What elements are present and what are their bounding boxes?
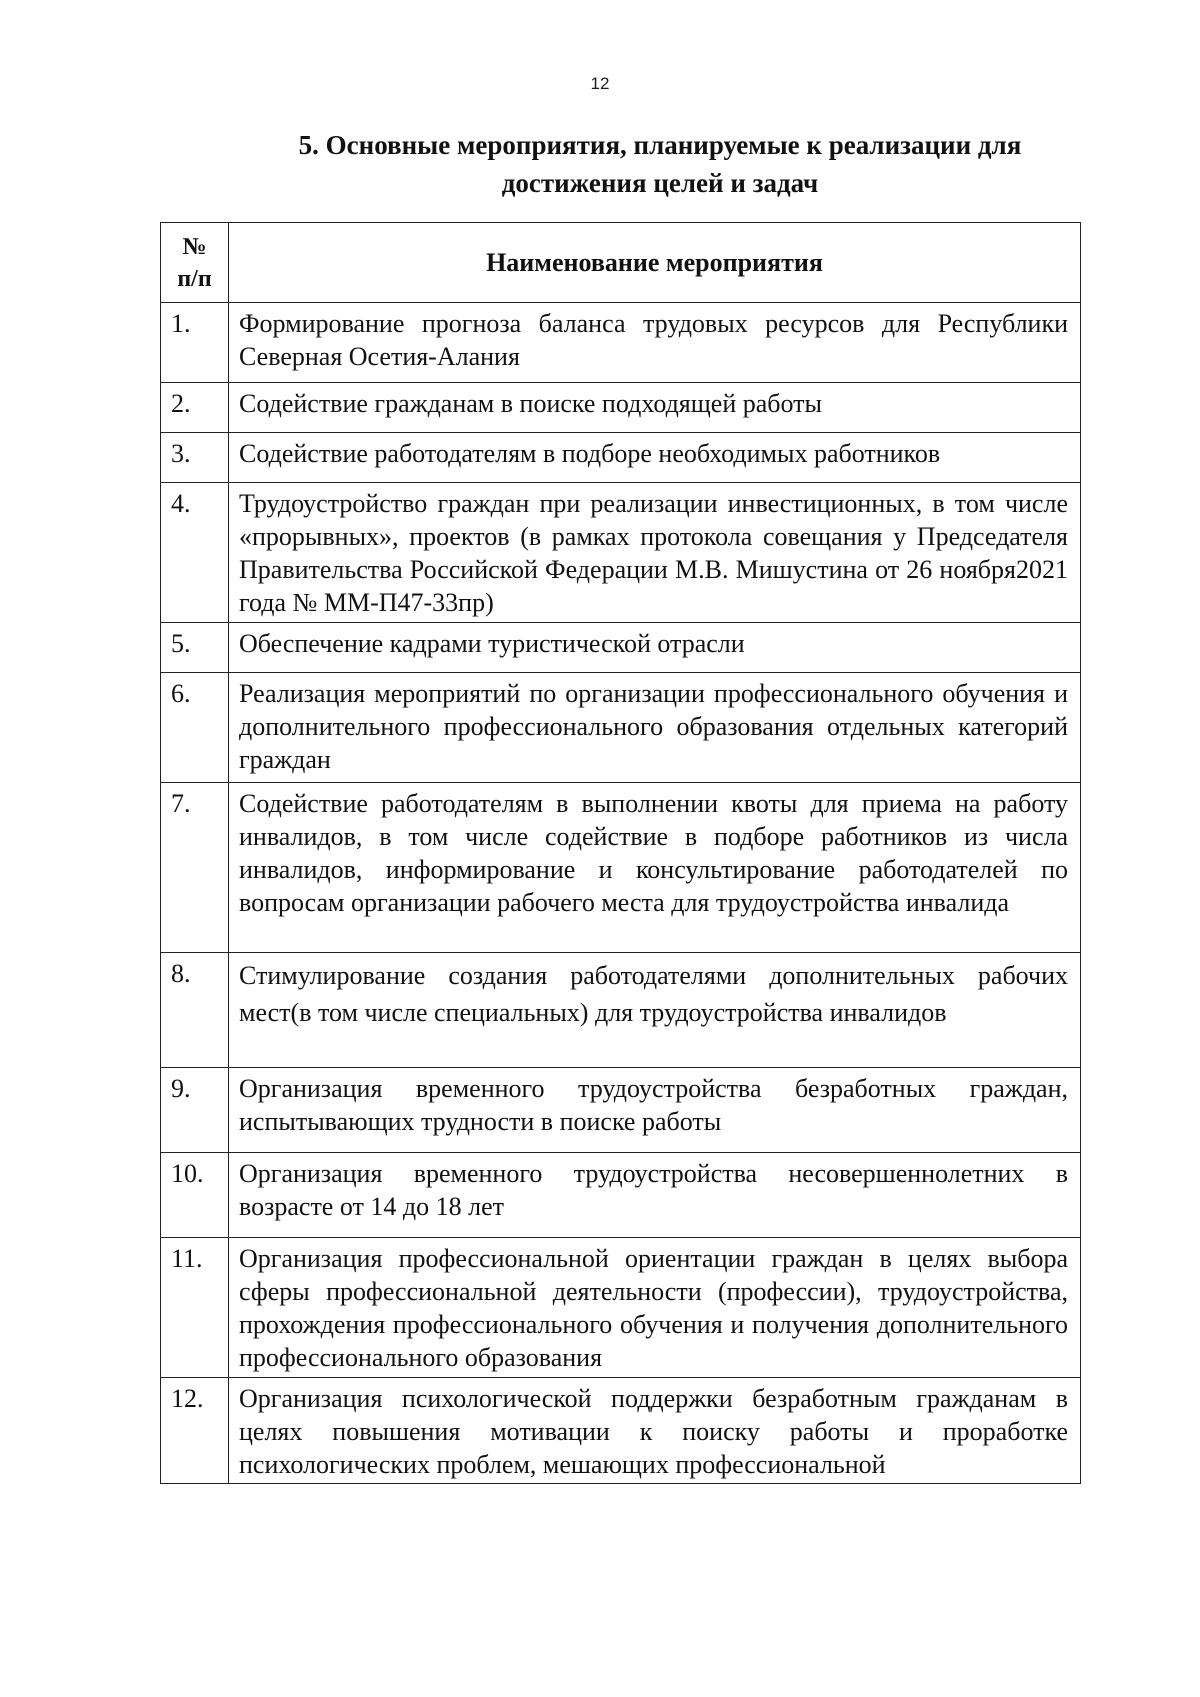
table-row	[161, 953, 1081, 1068]
row-number: 11.	[161, 1238, 229, 1378]
section-title-line-1: 5. Основные мероприятия, планируемые к реализации для	[298, 130, 1022, 160]
header-number-abbrev: п/п	[177, 265, 212, 292]
row-measure-name: Содействие работодателям в подборе необходимых работников	[229, 433, 1081, 483]
row-number: 4.	[161, 483, 229, 623]
row-number: 2.	[161, 383, 229, 433]
row-number: 1.	[161, 303, 229, 383]
section-title-line-2: достижения целей и задач	[501, 168, 819, 198]
row-number: 8.	[161, 953, 229, 1068]
table-row	[161, 1238, 1081, 1378]
measures-table	[160, 222, 1081, 1484]
table-row	[161, 1153, 1081, 1238]
row-number: 5.	[161, 623, 229, 673]
row-measure-name: Стимулирование создания работодателями дополнительных рабочих мест(в том числе специальных) для трудоустройства инвалидов	[229, 953, 1081, 1068]
table-header-row	[161, 223, 1081, 303]
row-measure-name: Организация временного трудоустройства несовершеннолетних в возрасте от 14 до 18 лет	[229, 1153, 1081, 1238]
table-row	[161, 383, 1081, 433]
table-row	[161, 1378, 1081, 1484]
row-number: 3.	[161, 433, 229, 483]
page-number: 12	[590, 74, 610, 93]
row-number: 9.	[161, 1068, 229, 1153]
row-number: 6.	[161, 673, 229, 783]
row-measure-name: Содействие гражданам в поиске подходящей работы	[229, 383, 1081, 433]
row-measure-name: Организация временного трудоустройства безработных граждан, испытывающих трудности в поиске работы	[229, 1068, 1081, 1153]
section-title	[210, 126, 1110, 202]
row-measure-name: Организация психологической поддержки безработным гражданам в целях повышения мотивации к поиску работы и проработке психологических проблем, мешающих профессиональной	[229, 1378, 1081, 1484]
table-row	[161, 673, 1081, 783]
row-number: 7.	[161, 783, 229, 953]
row-measure-name: Обеспечение кадрами туристической отрасли	[229, 623, 1081, 673]
row-measure-name: Реализация мероприятий по организации профессионального обучения и дополнительного профессионального образования отдельных категорий граждан	[229, 673, 1081, 783]
table-row	[161, 483, 1081, 623]
header-number-column	[161, 223, 229, 303]
row-number: 10.	[161, 1153, 229, 1238]
table-row	[161, 783, 1081, 953]
row-measure-name: Содействие работодателям в выполнении квоты для приема на работу инвалидов, в том числе содействие в подборе работников из числа инвалидов, информирование и консультирование работодателей по вопросам организации рабочего места для трудоустройства инвалида	[229, 783, 1081, 953]
row-number: 12.	[161, 1378, 229, 1484]
row-measure-name: Организация профессиональной ориентации граждан в целях выбора сферы профессиональной деятельности (профессии), трудоустройства, прохождения профессионального обучения и получения дополнительного профессионального образования	[229, 1238, 1081, 1378]
table-row	[161, 433, 1081, 483]
table-row	[161, 623, 1081, 673]
header-name-column: Наименование мероприятия	[229, 223, 1081, 303]
header-number-symbol: №	[182, 233, 207, 260]
row-measure-name: Формирование прогноза баланса трудовых ресурсов для Республики Северная Осетия-Алания	[229, 303, 1081, 383]
table-row	[161, 1068, 1081, 1153]
table-row	[161, 303, 1081, 383]
row-measure-name: Трудоустройство граждан при реализации инвестиционных, в том числе «прорывных», проектов (в рамках протокола совещания у Председателя Правительства Российской Федерации М.В. Мишустина от 26 ноября2021 года № ММ-П47-33пр)	[229, 483, 1081, 623]
